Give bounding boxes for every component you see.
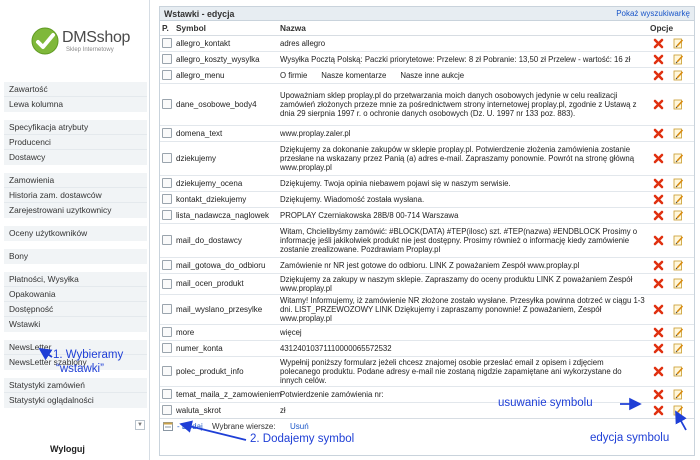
symbol-cell: numer_konta — [174, 340, 278, 356]
delete-icon[interactable] — [653, 235, 664, 246]
sidebar-group — [4, 173, 147, 219]
delete-icon[interactable] — [653, 343, 664, 354]
table-row — [160, 324, 694, 340]
name-cell — [278, 67, 648, 83]
logo-name: DMSshop — [62, 29, 131, 46]
table-row — [160, 294, 694, 324]
edit-icon[interactable] — [673, 99, 684, 110]
name-cell: Dziękujemy za zakupy w naszym sklepie. Zapraszamy do oceny produktu LINK Z poważaniem Zespół www.proplay.pl — [278, 273, 648, 294]
edit-icon[interactable] — [673, 235, 684, 246]
delete-icon[interactable] — [653, 278, 664, 289]
delete-icon[interactable] — [653, 194, 664, 205]
edit-icon[interactable] — [673, 128, 684, 139]
symbol-cell: allegro_menu — [174, 67, 278, 83]
edit-icon[interactable] — [673, 327, 684, 338]
name-cell: Witamy! Informujemy, iż zamówienie NR złożone zostało wysłane. Przesyłka powinna dotrzeć w ciągu 1-3 dni. LIST_PRZEWOZOWY LINK Dziękujemy i zapraszamy ponownie! Z poważaniem, Zespół www.proplay.pl — [278, 294, 648, 324]
symbol-cell: mail_ocen_produkt — [174, 273, 278, 294]
sidebar-item[interactable]: Dostawcy — [9, 152, 46, 162]
page-title: Wstawki - edycja — [164, 9, 235, 19]
annotation-step1-target: “wstawki” — [56, 363, 104, 375]
table-row — [160, 340, 694, 356]
sidebar-item[interactable]: Dostępność — [4, 302, 147, 317]
name-cell: więcej — [278, 324, 648, 340]
name-cell: Wypełnij poniższy formularz jeżeli chcesz znajomej osobie przesłać email z opisem i zdjęciem polecanego produktu. Podane adresy e-mail nie zostaną nigdzie zapamiętane ani wykorzystane do innych celów. — [278, 356, 648, 386]
sidebar-item[interactable]: Zamowienia — [4, 173, 147, 188]
name-cell: Dziękujemy za dokonanie zakupów w sklepie proplay.pl. Potwierdzenie złożenia zamówienia zostanie przesłane na wskazany przez Panią (a) adres e-mail. Zapraszamy ponownie. Powrót na stronę główną www.proplay.pl — [278, 141, 648, 175]
options-cell — [648, 356, 694, 386]
row-checkbox[interactable] — [162, 343, 172, 353]
column-header-name[interactable]: Nazwa — [278, 21, 648, 35]
table-row — [160, 223, 694, 257]
options-cell — [648, 273, 694, 294]
symbol-cell: domena_text — [174, 125, 278, 141]
main-panel — [159, 6, 695, 456]
sidebar-item[interactable]: Statystyki zamówień — [4, 378, 147, 393]
options-cell — [648, 175, 694, 191]
delete-icon[interactable] — [653, 304, 664, 315]
logo — [30, 26, 140, 62]
name-part: Nasze inne aukcje — [400, 70, 465, 80]
name-cell: Upoważniam sklep proplay.pl do przetwarzania moich danych osobowych jedynie w celu realizacji zamówień złożonych przeze mnie za pośrednictwem strony internetowej proplay.pl, zgodnie z Ustawą z dnia 29 sierpnia 1997 r. o ochronie danych osobowych (Dz. U. 1997 nr 133 poz. 883). — [278, 83, 648, 125]
delete-icon[interactable] — [653, 70, 664, 81]
options-cell — [648, 223, 694, 257]
row-checkbox[interactable] — [162, 128, 172, 138]
delete-icon[interactable] — [653, 210, 664, 221]
add-document-icon[interactable] — [163, 422, 174, 432]
row-checkbox[interactable] — [162, 235, 172, 245]
edit-icon[interactable] — [673, 343, 684, 354]
delete-icon[interactable] — [653, 99, 664, 110]
edit-icon[interactable] — [673, 194, 684, 205]
edit-icon[interactable] — [673, 405, 684, 416]
sidebar-group — [4, 82, 147, 113]
options-cell — [648, 51, 694, 67]
options-cell — [648, 207, 694, 223]
table-row — [160, 51, 694, 67]
sidebar-item[interactable]: Lewa kolumna — [9, 99, 64, 109]
name-cell: Dziękujemy. Wiadomość została wysłana. — [278, 191, 648, 207]
row-checkbox-cell — [160, 175, 174, 191]
row-checkbox[interactable] — [162, 389, 172, 399]
row-checkbox-cell — [160, 273, 174, 294]
delete-icon[interactable] — [653, 327, 664, 338]
sidebar-item[interactable]: Opakowania — [4, 287, 147, 302]
logo-tagline: Sklep Internetowy — [66, 47, 114, 53]
name-cell: Zamówienie nr NR jest gotowe do odbioru. LINK Z poważaniem Zespół www.proplay.pl — [278, 257, 648, 273]
name-cell: adres allegro — [278, 35, 648, 51]
annotation-step1: 1. Wybieramy — [53, 349, 124, 361]
table-row — [160, 402, 694, 418]
name-cell: Witam, Chcielibyśmy zamówić: #BLOCK(DATA) #TEP(ilosc) szt. #TEP(nazwa) #ENDBLOCK Prosimy o informację jeśli jakikolwiek produkt nie jest dostępny. Prosimy również o informację kiedy zamówienie zostanie zrealizowane. Pozdrawiam Proplay.pl — [278, 223, 648, 257]
row-checkbox[interactable] — [162, 279, 172, 289]
table-row — [160, 125, 694, 141]
symbol-cell: mail_wyslano_przesylke — [174, 294, 278, 324]
sidebar-item[interactable]: Specyfikacja atrybuty — [4, 120, 147, 135]
edit-icon[interactable] — [673, 389, 684, 400]
sidebar-item[interactable]: Płatności, Wysyłka — [4, 272, 147, 287]
table-row — [160, 386, 694, 402]
sidebar-item[interactable]: Oceny użytkowników — [9, 228, 88, 238]
row-checkbox[interactable] — [162, 153, 172, 163]
annotation-edit: edycja symbolu — [590, 432, 670, 444]
row-checkbox-cell — [160, 257, 174, 273]
delete-icon[interactable] — [653, 54, 664, 65]
column-header-options: Opcje — [648, 21, 694, 35]
options-cell — [648, 191, 694, 207]
edit-icon[interactable] — [673, 304, 684, 315]
row-checkbox[interactable] — [162, 210, 172, 220]
sidebar-item[interactable]: Zarejestrowani uzytkownicy — [9, 205, 112, 215]
symbol-cell: dziekujemy_ocena — [174, 175, 278, 191]
row-checkbox-cell — [160, 223, 174, 257]
symbol-cell: waluta_skrot — [174, 402, 278, 418]
edit-icon[interactable] — [673, 210, 684, 221]
row-checkbox-cell — [160, 35, 174, 51]
annotation-delete: usuwanie symbolu — [498, 397, 593, 409]
row-checkbox-cell — [160, 141, 174, 175]
logo-icon — [30, 26, 60, 56]
edit-icon[interactable] — [673, 38, 684, 49]
table-row — [160, 141, 694, 175]
title-bar — [160, 7, 694, 21]
sidebar-item[interactable]: NewsLetter — [4, 340, 147, 355]
symbol-cell: temat_maila_z_zamowieniem — [174, 386, 278, 402]
row-checkbox-cell — [160, 386, 174, 402]
options-cell — [648, 386, 694, 402]
delete-icon[interactable] — [653, 38, 664, 49]
annotation-step2: 2. Dodajemy symbol — [250, 433, 355, 445]
sidebar-item[interactable]: Bony — [9, 251, 29, 261]
sidebar-item[interactable]: Zawartość — [4, 82, 147, 97]
edit-icon[interactable] — [673, 153, 684, 164]
row-checkbox-cell — [160, 340, 174, 356]
name-cell: PROPLAY Czerniakowska 28B/8 00-714 Warszawa — [278, 207, 648, 223]
row-checkbox-cell — [160, 191, 174, 207]
add-link[interactable]: - Dodaj — [177, 422, 203, 431]
name-cell: www.proplay.zaler.pl — [278, 125, 648, 141]
row-checkbox[interactable] — [162, 38, 172, 48]
sidebar-group — [4, 226, 147, 242]
symbol-cell: mail_do_dostawcy — [174, 223, 278, 257]
delete-icon[interactable] — [653, 366, 664, 377]
name-part: O firmie — [280, 70, 308, 80]
row-checkbox-cell — [160, 51, 174, 67]
inserts-table — [160, 21, 694, 419]
table-row — [160, 175, 694, 191]
table-row — [160, 67, 694, 83]
symbol-cell: allegro_kontakt — [174, 35, 278, 51]
table-row — [160, 83, 694, 125]
table-row — [160, 191, 694, 207]
sidebar-group — [4, 249, 147, 265]
sidebar — [0, 0, 150, 460]
options-cell — [648, 35, 694, 51]
options-cell — [648, 141, 694, 175]
edit-icon[interactable] — [673, 178, 684, 189]
row-checkbox-cell — [160, 294, 174, 324]
options-cell — [648, 294, 694, 324]
row-checkbox[interactable] — [162, 54, 172, 64]
sidebar-item[interactable]: Wstawki — [9, 319, 41, 329]
delete-icon[interactable] — [653, 389, 664, 400]
name-cell: zł — [278, 402, 648, 418]
sidebar-group — [4, 120, 147, 166]
edit-icon[interactable] — [673, 54, 684, 65]
delete-icon[interactable] — [653, 153, 664, 164]
row-checkbox[interactable] — [162, 99, 172, 109]
column-header-symbol[interactable]: Symbol — [174, 21, 278, 35]
table-row — [160, 35, 694, 51]
sidebar-item[interactable]: Historia zam. dostawców — [4, 188, 147, 203]
symbol-cell: polec_produkt_info — [174, 356, 278, 386]
row-checkbox[interactable] — [162, 178, 172, 188]
row-checkbox-cell — [160, 207, 174, 223]
symbol-cell: dziekujemy — [174, 141, 278, 175]
options-cell — [648, 324, 694, 340]
options-cell — [648, 402, 694, 418]
sidebar-item[interactable]: Producenci — [4, 135, 147, 150]
row-checkbox-cell — [160, 402, 174, 418]
name-part: Nasze komentarze — [321, 70, 387, 80]
row-checkbox[interactable] — [162, 70, 172, 80]
symbol-cell: kontakt_dziekujemy — [174, 191, 278, 207]
options-cell — [648, 83, 694, 125]
sidebar-item[interactable]: NewsLetter szablony — [9, 357, 87, 367]
row-checkbox-cell — [160, 125, 174, 141]
show-search-link[interactable]: Pokaż wyszukiwarkę — [616, 9, 690, 18]
table-header — [160, 21, 694, 35]
table-row — [160, 356, 694, 386]
remove-selected-link[interactable]: Usuń — [290, 422, 309, 431]
row-checkbox[interactable] — [162, 260, 172, 270]
delete-icon[interactable] — [653, 260, 664, 271]
options-cell — [648, 67, 694, 83]
delete-icon[interactable] — [653, 128, 664, 139]
name-cell: Potwierdzenie zamówienia nr: — [278, 386, 648, 402]
table-row — [160, 257, 694, 273]
name-cell: 43124010371110000065572532 — [278, 340, 648, 356]
row-checkbox-cell — [160, 356, 174, 386]
row-checkbox[interactable] — [162, 304, 172, 314]
sidebar-scroll-down-button[interactable]: ▼ — [135, 420, 145, 430]
logout-button[interactable]: Wyloguj — [50, 444, 85, 454]
selected-rows-label: Wybrane wiersze: — [212, 422, 276, 431]
row-checkbox[interactable] — [162, 194, 172, 204]
row-checkbox[interactable] — [162, 327, 172, 337]
symbol-cell: allegro_koszty_wysylka — [174, 51, 278, 67]
edit-icon[interactable] — [673, 366, 684, 377]
symbol-cell: lista_nadawcza_naglowek — [174, 207, 278, 223]
options-cell — [648, 257, 694, 273]
options-cell — [648, 125, 694, 141]
sidebar-group — [4, 272, 147, 333]
table-row — [160, 207, 694, 223]
add-label[interactable]: Dodaj — [181, 422, 203, 431]
row-checkbox[interactable] — [162, 405, 172, 415]
symbol-cell: more — [174, 324, 278, 340]
edit-icon[interactable] — [673, 260, 684, 271]
row-checkbox-cell — [160, 67, 174, 83]
sidebar-item[interactable]: Statystyki oglądalności — [9, 395, 94, 405]
row-checkbox-cell — [160, 83, 174, 125]
table-row — [160, 273, 694, 294]
name-cell: Wysyłka Pocztą Polską: Paczki priorytetowe: Przelew: 8 zł Pobranie: 13,50 zł Przelew - wartość: 16 zł — [278, 51, 648, 67]
row-checkbox[interactable] — [162, 366, 172, 376]
symbol-cell: mail_gotowa_do_odbioru — [174, 257, 278, 273]
symbol-cell: dane_osobowe_body4 — [174, 83, 278, 125]
delete-icon[interactable] — [653, 178, 664, 189]
name-cell: Dziękujemy. Twoja opinia niebawem pojawi się w naszym serwisie. — [278, 175, 648, 191]
options-cell — [648, 340, 694, 356]
column-header-p: P. — [160, 21, 174, 35]
edit-icon[interactable] — [673, 278, 684, 289]
row-checkbox-cell — [160, 324, 174, 340]
sidebar-group — [4, 378, 147, 409]
delete-icon[interactable] — [653, 405, 664, 416]
edit-icon[interactable] — [673, 70, 684, 81]
